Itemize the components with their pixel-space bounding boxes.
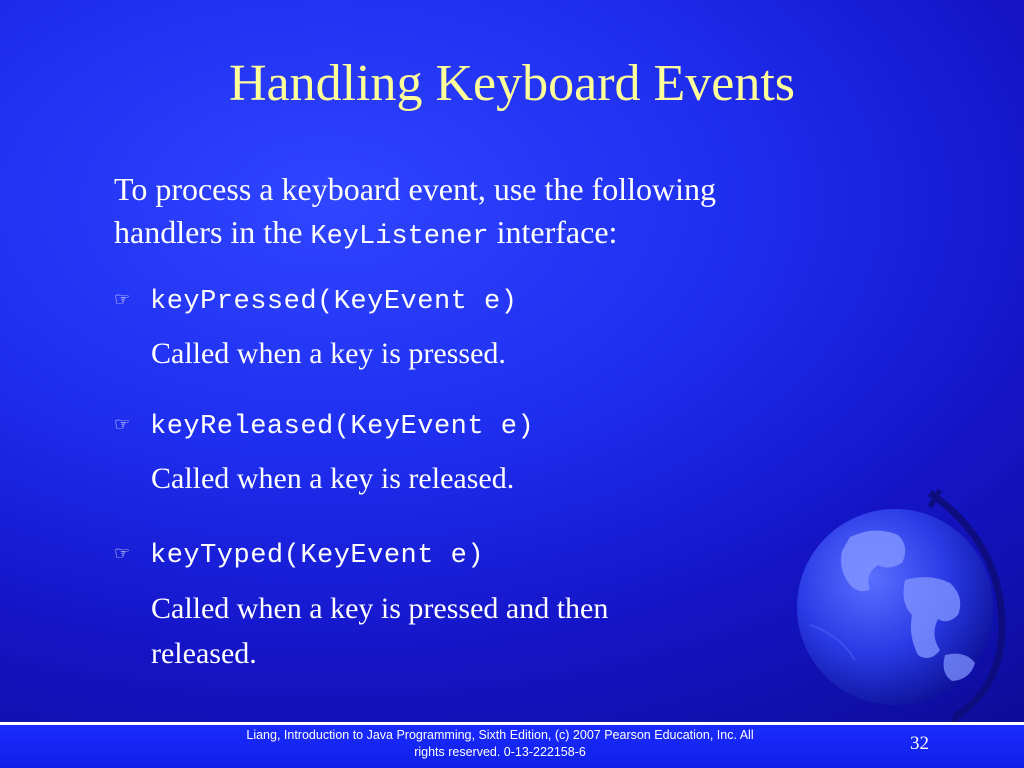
description-keytyped-line-1: Called when a key is pressed and then — [151, 592, 609, 625]
description-keyreleased: Called when a key is released. — [151, 462, 515, 495]
pointing-hand-icon: ☞ — [114, 289, 131, 310]
bullet-item-keypressed — [114, 286, 517, 316]
bullet-item-keyreleased — [114, 411, 534, 441]
pointing-hand-icon: ☞ — [114, 414, 131, 435]
intro-text — [114, 168, 894, 259]
slide-title: Handling Keyboard Events — [228, 55, 796, 112]
page-number: 32 — [910, 733, 929, 754]
intro-code-keylistener: KeyListener — [310, 222, 489, 252]
footer-copyright-line-1: Liang, Introduction to Java Programming, Sixth Edition, (c) 2007 Pearson Education, Inc. All — [246, 728, 754, 742]
footer-copyright-line-2: rights reserved. 0-13-222158-6 — [414, 745, 586, 759]
method-keypressed: keyPressed(KeyEvent e) — [150, 287, 518, 317]
intro-line-1: To process a keyboard event, use the following — [114, 171, 717, 207]
description-keytyped-line-2: released. — [151, 637, 257, 670]
intro-line-2-suffix: interface: — [488, 214, 618, 250]
bullet-item-keytyped — [114, 540, 484, 570]
globe-icon — [780, 485, 1020, 725]
description-keypressed: Called when a key is pressed. — [151, 337, 506, 370]
method-keytyped: keyTyped(KeyEvent e) — [150, 541, 485, 571]
intro-line-2 — [114, 211, 894, 259]
method-keyreleased: keyReleased(KeyEvent e) — [150, 412, 535, 442]
intro-line-2-prefix: handlers in the — [114, 214, 311, 250]
footer-copyright — [205, 727, 795, 761]
pointing-hand-icon: ☞ — [114, 543, 131, 564]
description-keytyped — [151, 586, 751, 676]
